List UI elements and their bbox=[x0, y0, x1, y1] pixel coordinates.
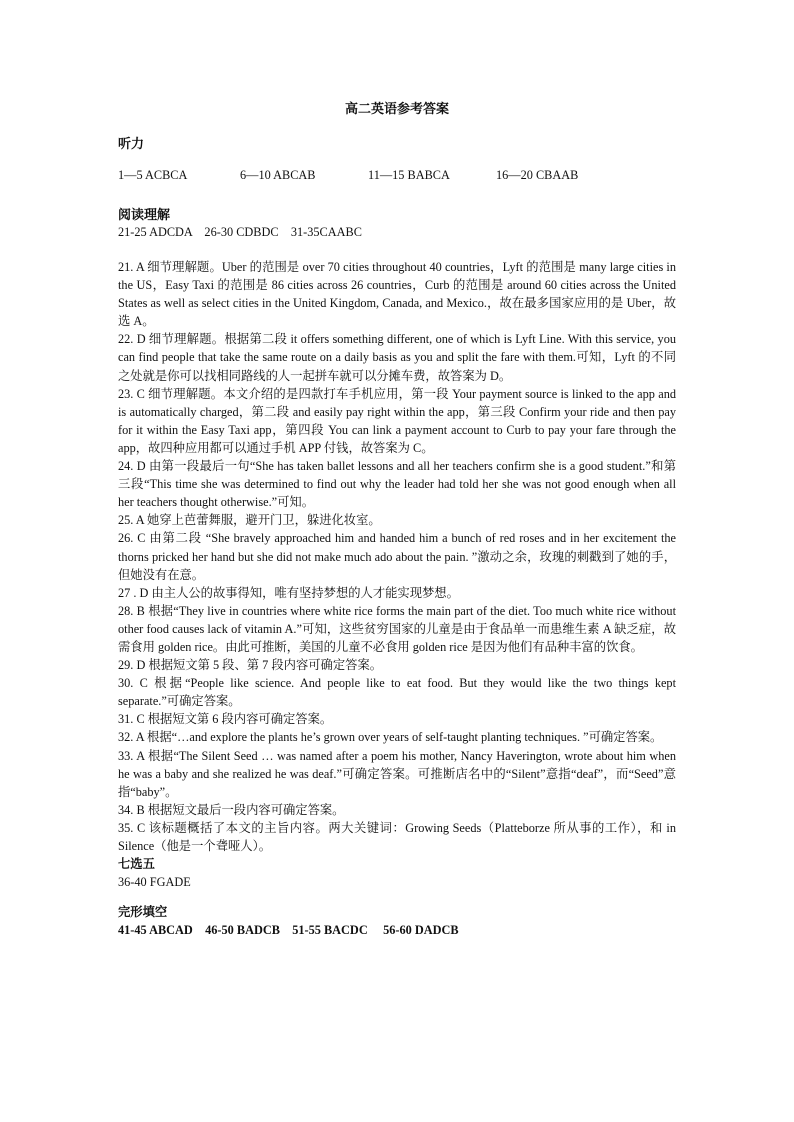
explanation-item: 25. A 她穿上芭蕾舞服，避开门卫，躲进化妆室。 bbox=[118, 513, 381, 528]
listening-answer-group: 1—5 ACBCA bbox=[118, 168, 188, 182]
explanation-item: 28. B 根据“They live in countries where white rice forms the main part of the diet. Too much white rice without other food causes lack of vitamin A.”可知，这些贫穷国家的儿童是由于食品单一而患维生素 A 缺乏症，故需食用 golden rice。由此可推断，美国的儿童不必食用 golden rice 是因为他们有品种丰富的饮食。 bbox=[118, 603, 676, 654]
reading-explanations bbox=[118, 258, 676, 939]
explanation-item: 24. D 由第一段最后一句“She has taken ballet lessons and all her teachers confirm she is a good student.”和第三段“This time she was determined to find out why the leader had told her she was not good enough when all her teachers thought otherwise.”可知。 bbox=[118, 459, 676, 510]
explanation-item: 22. D 细节理解题。根据第二段 it offers something different, one of which is Lyft Line. With this service, you can find people that take the same route on a daily basis as you and split the fare with them.可知，Lyft 的不同之处就是你可以找相同路线的人一起拼车就可以分摊车费，故答案为 D。 bbox=[118, 332, 676, 383]
explanation-item: 23. C 细节理解题。本文介绍的是四款打车手机应用，第一段 Your payment source is linked to the app and is automatically charged，第二段 and easily pay right within the app，第三段 Confirm your ride and then pay for it within the Easy Taxi app，第四段 You can link a payment account to Curb to pay your fare through the app，故四种应用都可以通过手机 APP 付钱，故答案为 C。 bbox=[118, 386, 676, 455]
listening-heading: 听力 bbox=[118, 136, 145, 151]
listening-answer-group: 6—10 ABCAB bbox=[240, 168, 316, 182]
explanation-item: 32. A 根据“…and explore the plants he’s grown over years of self-taught planting techniques. ”可确定答案。 bbox=[118, 730, 663, 745]
seven-choose-five-heading: 七选五 bbox=[118, 857, 155, 872]
cloze-answers: 41-45 ABCAD 46-50 BADCB 51-55 BACDC 56-60 DADCB bbox=[118, 923, 459, 938]
page-title: 高二英语参考答案 bbox=[344, 101, 449, 116]
cloze-heading: 完形填空 bbox=[118, 905, 168, 920]
explanation-item: 33. A 根据“The Silent Seed … was named after a poem his mother, Nancy Haverington, wrote about him when he was a baby and she realized he was deaf.”可确定答案。可推断店名中的“Silent”意指“deaf”，而“Seed”意指“baby”。 bbox=[118, 748, 676, 799]
explanation-item: 34. B 根据短文最后一段内容可确定答案。 bbox=[118, 802, 345, 817]
listening-answer-group: 11—15 BABCA bbox=[368, 168, 450, 182]
explanation-item: 21. A 细节理解题。Uber 的范围是 over 70 cities throughout 40 countries，Lyft 的范围是 many large cities in the US，Easy Taxi 的范围是 86 cities across 26 countries，Curb 的范围是 around 60 cities across the United States as well as select cities in the United Kingdom, Canada, and Mexico.，故在最多国家应用的是 Uber，故选 A。 bbox=[118, 260, 676, 329]
explanation-item: 30. C 根据“People like science. And people like to eat food. But they would like the two things kept separate.”可确定答案。 bbox=[118, 676, 676, 709]
explanation-item: 26. C 由第二段 “She bravely approached him and handed him a bunch of red roses and in her excitement the thorns pricked her hand but she did not make much ado about the pain. ”激动之余，玫瑰的刺戳到了她的手，但她没有在意。 bbox=[118, 531, 676, 582]
explanation-item: 35. C 该标题概括了本文的主旨内容。两大关键词：Growing Seeds（Platteborze 所从事的工作），和 in Silence（他是一个聋哑人）。 bbox=[118, 820, 676, 853]
reading-answers: 21-25 ADCDA 26-30 CDBDC 31-35CAABC bbox=[118, 225, 362, 239]
explanation-item: 27 . D 由主人公的故事得知，唯有坚持梦想的人才能实现梦想。 bbox=[118, 585, 459, 600]
explanation-item: 31. C 根据短文第 6 段内容可确定答案。 bbox=[118, 712, 333, 727]
seven-choose-five-answers: 36-40 FGADE bbox=[118, 875, 191, 890]
reading-heading: 阅读理解 bbox=[118, 207, 171, 222]
explanation-item: 29. D 根据短文第 5 段、第 7 段内容可确定答案。 bbox=[118, 658, 383, 673]
listening-answer-group: 16—20 CBAAB bbox=[496, 168, 579, 182]
